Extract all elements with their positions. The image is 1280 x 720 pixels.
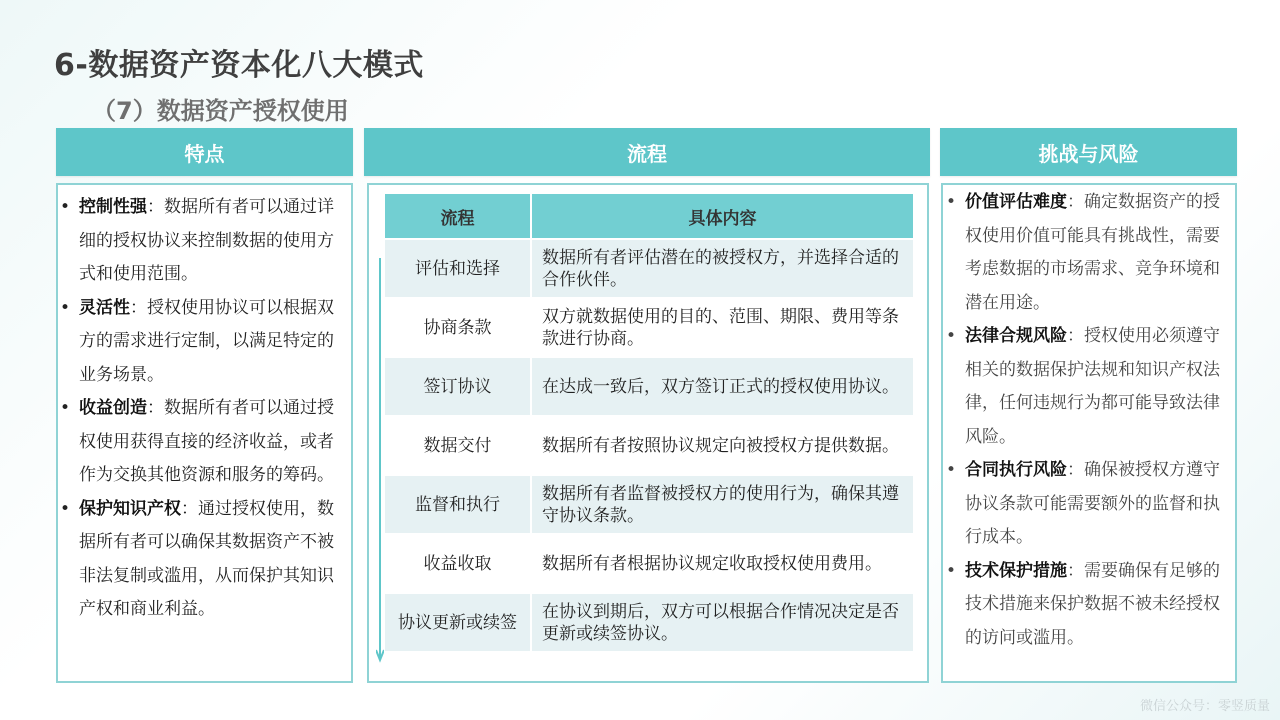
process-table-header-step: 流程 [385, 194, 530, 238]
risk-term: 法律合规风险 [965, 326, 1067, 346]
flow-down-arrow-icon [376, 258, 384, 663]
risk-separator: ： [1067, 460, 1084, 480]
process-table-header-detail: 具体内容 [530, 194, 913, 238]
process-panel [367, 183, 929, 683]
features-panel [56, 183, 353, 683]
feature-term: 控制性强 [79, 197, 147, 217]
risks-list-item [965, 454, 1233, 555]
table-row [385, 417, 913, 474]
risk-separator: ： [1067, 326, 1084, 346]
risk-text: 需要确保有足够的技术措施来保护数据不被未经授权的访问或滥用。 [965, 560, 1220, 648]
feature-text: 授权使用协议可以根据双方的需求进行定制，以满足特定的业务场景。 [79, 297, 334, 385]
features-list [79, 191, 344, 627]
risk-term: 价值评估难度 [965, 192, 1067, 212]
risks-list-item [965, 186, 1233, 320]
features-column-header: 特点 [56, 128, 353, 176]
risks-column-header: 挑战与风险 [940, 128, 1237, 176]
process-step: 协商条款 [423, 317, 492, 338]
risk-text: 确保被授权方遵守协议条款可能需要额外的监督和执行成本。 [965, 460, 1220, 547]
risks-list [965, 186, 1233, 655]
feature-text: 数据所有者可以通过详细的授权协议来控制数据的使用方式和使用范围。 [79, 197, 334, 284]
feature-separator: ： [181, 498, 198, 519]
feature-term: 灵活性 [79, 297, 130, 318]
process-detail: 双方就数据使用的目的、范围、期限、费用等条款进行协商。 [530, 299, 913, 356]
risk-term: 合同执行风险 [965, 460, 1067, 480]
process-detail: 数据所有者按照协议规定向被授权方提供数据。 [530, 417, 913, 474]
feature-separator: ： [147, 197, 164, 217]
table-row [385, 358, 913, 415]
feature-text: 通过授权使用，数据所有者可以确保其数据资产不被非法复制或滥用，从而保护其知识产权和商业利益。 [79, 498, 334, 619]
process-step: 签订协议 [385, 358, 530, 415]
feature-separator: ： [130, 297, 147, 318]
risk-separator: ： [1067, 560, 1084, 581]
process-step: 评估和选择 [385, 240, 530, 297]
risk-text: 确定数据资产的授权使用价值可能具有挑战性，需要考虑数据的市场需求、竞争环境和潜在用途。 [965, 192, 1220, 313]
process-detail: 在达成一致后，双方签订正式的授权使用协议。 [530, 358, 913, 415]
process-step: 收益收取 [423, 553, 492, 574]
page-title: 6-数据资产资本化八大模式 [54, 48, 424, 83]
risk-term: 技术保护措施 [965, 560, 1067, 581]
process-detail: 数据所有者评估潜在的被授权方，并选择合适的合作伙伴。 [530, 240, 913, 297]
process-detail: 在协议到期后，双方可以根据合作情况决定是否更新或续签协议。 [530, 594, 913, 651]
features-list-item [79, 493, 344, 627]
process-detail: 数据所有者根据协议规定收取授权使用费用。 [530, 535, 913, 592]
process-detail: 数据所有者监督被授权方的使用行为，确保其遵守协议条款。 [530, 476, 913, 533]
features-list-item [79, 292, 344, 393]
table-row [385, 299, 913, 356]
process-step: 数据交付 [423, 435, 492, 456]
process-step: 监督和执行 [385, 476, 530, 533]
feature-separator: ： [147, 398, 164, 418]
feature-text: 数据所有者可以通过授权使用获得直接的经济收益，或者作为交换其他资源和服务的筹码。 [79, 398, 334, 485]
risks-list-item [965, 320, 1233, 454]
feature-term: 保护知识产权 [79, 498, 181, 519]
risk-text: 授权使用必须遵守相关的数据保护法规和知识产权法律，任何违规行为都可能导致法律风险。 [965, 326, 1220, 447]
process-column-header: 流程 [364, 128, 930, 176]
watermark: 微信公众号：零竖质量 [1139, 699, 1270, 714]
risks-list-item [965, 555, 1233, 656]
process-table [385, 192, 913, 653]
risks-panel [941, 183, 1237, 683]
feature-term: 收益创造 [79, 398, 147, 418]
process-table-header-row [385, 194, 913, 238]
table-row [385, 535, 913, 592]
table-row [385, 594, 913, 651]
risk-separator: ： [1067, 192, 1084, 212]
features-list-item [79, 392, 344, 493]
features-list-item [79, 191, 344, 292]
table-row [385, 240, 913, 297]
page-subtitle: （7）数据资产授权使用 [92, 97, 349, 125]
process-step: 协议更新或续签 [385, 594, 530, 651]
table-row [385, 476, 913, 533]
